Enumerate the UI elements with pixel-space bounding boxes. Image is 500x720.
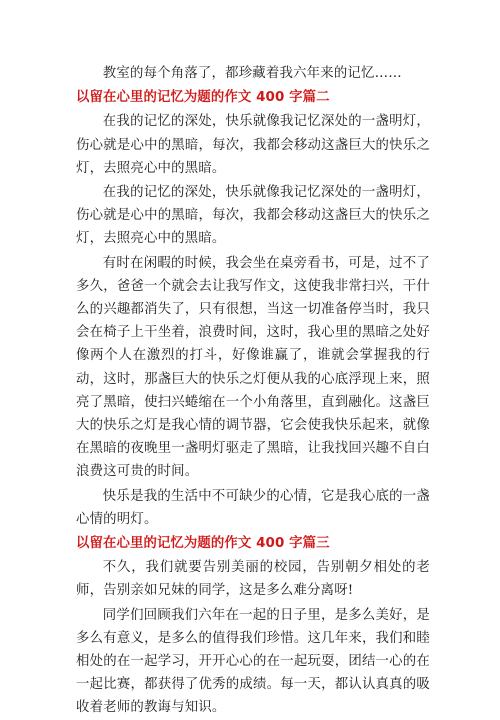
paragraph: 不久，我们就要告别美丽的校园，告别朝夕相处的老师，告别亲如兄妹的同学，这是多么难分离呀!: [76, 560, 430, 599]
section-heading-3: 以留在心里的记忆为题的作文 400 字篇三: [76, 536, 330, 552]
paragraph: 在我的记忆的深处，快乐就像我记忆深处的一盏明灯，伤心就是心中的黑暗，每次，我都会移动这盏巨大的快乐之灯，去照亮心中的黑暗。: [76, 185, 430, 247]
section-heading-2: 以留在心里的记忆为题的作文 400 字篇二: [76, 90, 330, 106]
paragraph: 快乐是我的生活中不可缺少的心情，它是我心底的一盏心情的明灯。: [76, 488, 430, 527]
paragraph: 在我的记忆的深处，快乐就像我记忆深处的一盏明灯，伤心就是心中的黑暗，每次，我都会移动这盏巨大的快乐之灯，去照亮心中的黑暗。: [76, 114, 430, 176]
paragraph: 同学们回顾我们六年在一起的日子里，是多么美好，是多么有意义，是多么的值得我们珍惜。这几年来，我们和睦相处的在一起学习，开开心心的在一起玩耍，团结一心的在一起比赛，都获得了优秀的成绩。每一天，都认认真真的吸收着老师的教诲与知识。: [76, 607, 430, 716]
paragraph-intro-end: 教室的每个角落了，都珍藏着我六年来的记忆……: [102, 66, 402, 81]
paragraph: 有时在闲暇的时候，我会坐在桌旁看书，可是，过不了多久，爸爸一个就会去让我写作文，这使我非常扫兴，干什么的兴趣都消失了，只有很想，当这一切准备停当时，我只会在椅子上干坐着，浪费时间，这时，我心里的黑暗之处好像两个人在激烈的打斗，好像谁赢了，谁就会掌握我的行动，这时，那盏巨大的快乐之灯便从我的心底浮现上来，照亮了黑暗，使扫兴蜷缩在一个小角落里，直到融化。这盏巨大的快乐之灯是我心情的调节器，它会使我快乐起来，就像在黑暗的夜晚里一盏明灯驱走了黑暗，让我找回兴趣不自白浪费这可贵的时间。: [76, 255, 430, 480]
